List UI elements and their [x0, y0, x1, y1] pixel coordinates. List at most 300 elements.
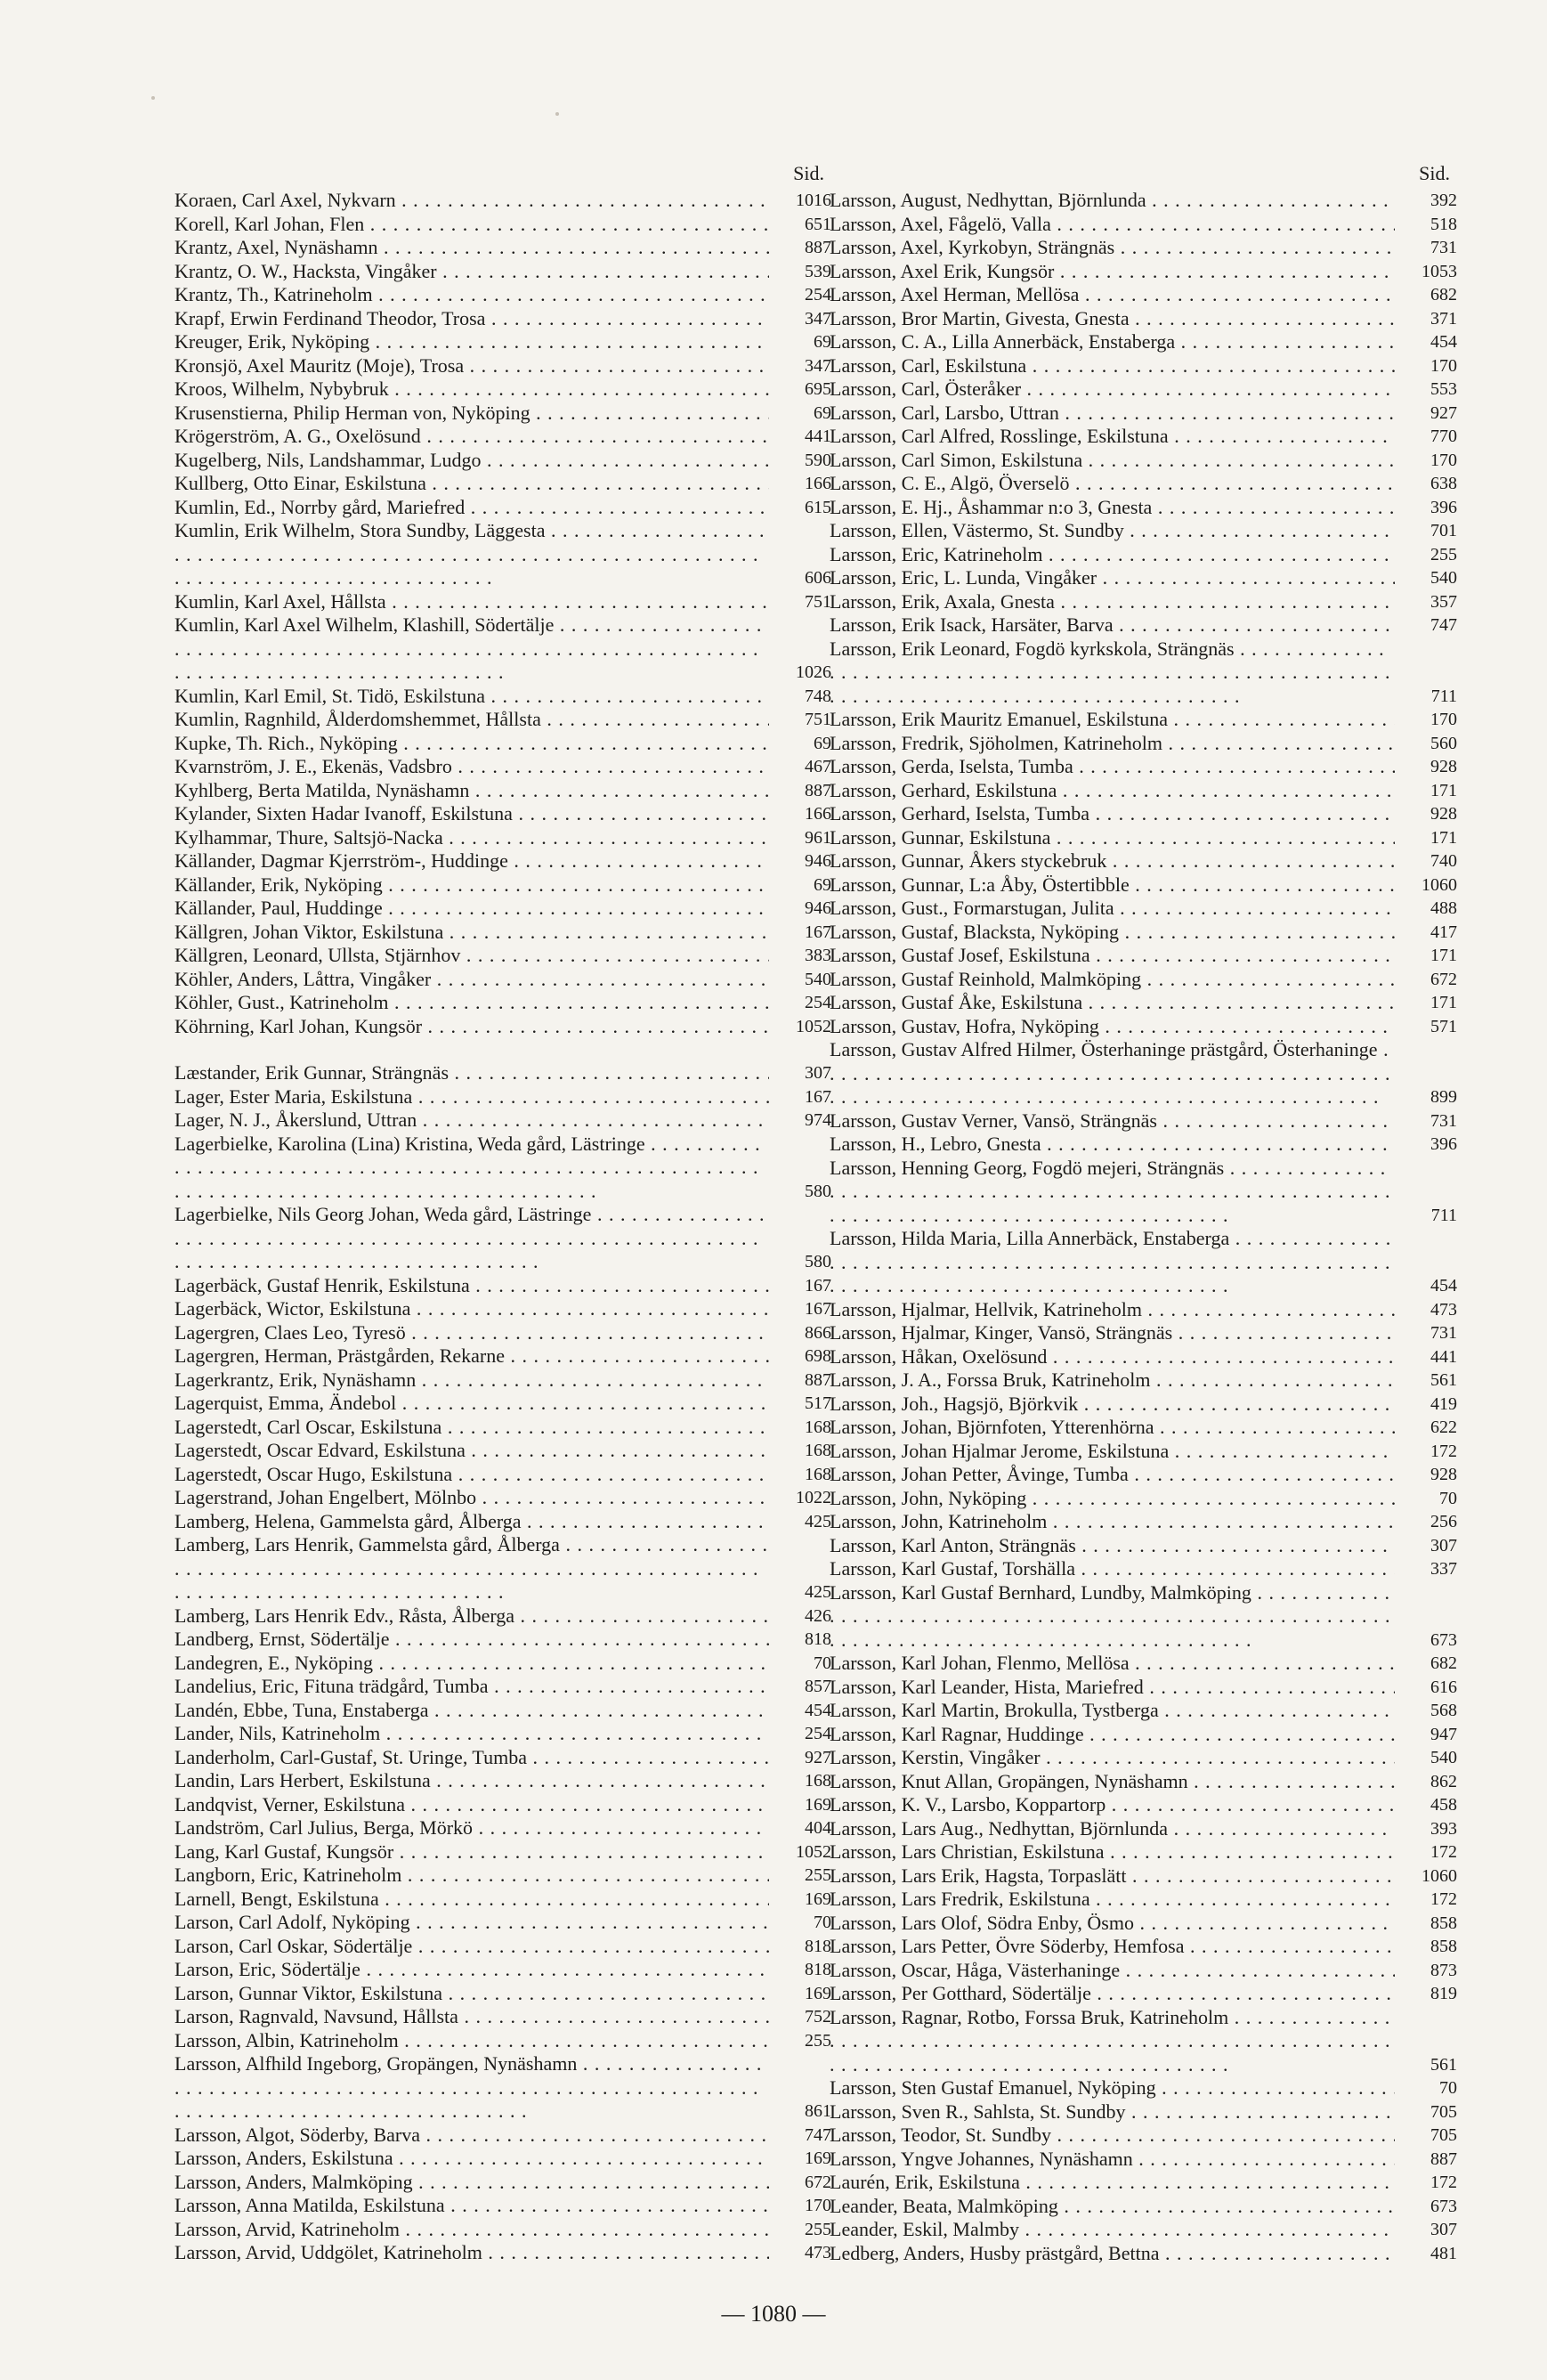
index-entry	[174, 802, 831, 826]
index-entry	[830, 1746, 1457, 1770]
index-entry	[174, 873, 831, 898]
entry-page-number: 887	[805, 238, 831, 257]
index-entry	[174, 1982, 831, 2006]
entry-name: Larsson, Kerstin, Vingåker . . .	[830, 1746, 1395, 1770]
index-entry	[174, 826, 831, 850]
index-entry	[830, 1699, 1457, 1723]
entry-name: Larsson, Gustav Alfred Hilmer, Österhaninge prästgård, Österhaninge . . .	[830, 1038, 1395, 1109]
entry-page-number: 705	[1430, 2101, 1457, 2122]
index-entry	[174, 496, 831, 520]
index-entry	[174, 2052, 831, 2124]
entry-page-number: 873	[1430, 1960, 1457, 1980]
index-entry	[174, 1935, 831, 1959]
page-number-footer: — 1080 —	[721, 2301, 826, 2327]
entry-page-number: 169	[805, 2148, 831, 2168]
index-entry	[830, 2195, 1457, 2219]
index-entry	[174, 402, 831, 426]
index-entry	[830, 849, 1457, 873]
index-entry	[830, 1393, 1457, 1417]
index-entry	[830, 1369, 1457, 1393]
page-column-header: Sid.	[1419, 162, 1450, 184]
entry-name: Larsson, Bror Martin, Givesta, Gnesta . . .	[830, 307, 1395, 331]
index-entry	[830, 613, 1457, 638]
entry-name: Landén, Ebbe, Tuna, Enstaberga . . .	[174, 1699, 769, 1723]
index-entry	[830, 944, 1457, 968]
entry-name: Larsson, Lars Fredrik, Eskilstuna . . .	[830, 1888, 1395, 1912]
index-entry	[174, 1604, 831, 1629]
entry-name: Larson, Carl Adolf, Nyköping . . .	[174, 1911, 769, 1935]
entry-page-number: 673	[1430, 1629, 1457, 1650]
index-entry	[174, 613, 831, 685]
entry-page-number: 167	[805, 1086, 831, 1107]
entry-name: Larsson, Axel Erik, Kungsör . . .	[830, 260, 1395, 284]
entry-page-number: 539	[805, 261, 831, 281]
index-entry	[830, 1416, 1457, 1440]
index-entry	[174, 849, 831, 873]
entry-page-number: 172	[1430, 1842, 1457, 1862]
entry-page-number: 255	[805, 1865, 831, 1885]
entry-name: Krantz, O. W., Hacksta, Vingåker . . .	[174, 260, 769, 284]
entry-name: Köhler, Anders, Låttra, Vingåker . . .	[174, 968, 769, 992]
index-entry	[830, 2006, 1457, 2077]
index-entry	[830, 213, 1457, 237]
entry-name: Larsson, Carl, Österåker . . .	[830, 378, 1395, 402]
entry-page-number: 887	[805, 780, 831, 800]
entry-page-number: 254	[805, 993, 831, 1012]
index-entry	[830, 1227, 1457, 1298]
entry-name: Larson, Ragnvald, Navsund, Hållsta . . .	[174, 2005, 769, 2029]
entry-page-number: 682	[1430, 1653, 1457, 1673]
entry-page-number: 701	[1430, 521, 1457, 540]
index-entry	[830, 1982, 1457, 2006]
entry-page-number: 748	[805, 686, 831, 706]
entry-name: Larsson, Gunnar, Eskilstuna . . .	[830, 826, 1395, 850]
entry-name: Larsson, Karl Ragnar, Huddinge . . .	[830, 1723, 1395, 1747]
index-entry	[174, 519, 831, 590]
index-entry	[830, 2171, 1457, 2195]
index-entry	[174, 307, 831, 331]
index-entry	[830, 802, 1457, 826]
index-entry	[174, 378, 831, 402]
entry-page-number: 606	[805, 568, 831, 588]
entry-name: Larsson, Hjalmar, Hellvik, Katrineholm . . .	[830, 1298, 1395, 1322]
entry-page-number: 307	[1430, 1535, 1457, 1556]
entry-page-number: 170	[805, 2196, 831, 2215]
entry-list	[174, 189, 831, 2265]
index-entry	[830, 968, 1457, 992]
index-entry	[174, 1958, 831, 1982]
index-entry	[830, 496, 1457, 520]
index-entry	[174, 1085, 831, 1109]
index-entry	[174, 354, 831, 378]
entry-page-number: 69	[814, 332, 831, 352]
index-entry	[174, 1699, 831, 1723]
entry-page-number: 819	[1430, 1984, 1457, 2003]
entry-page-number: 711	[1430, 686, 1457, 706]
index-entry	[174, 2147, 831, 2171]
entry-page-number: 170	[1430, 450, 1457, 470]
index-entry	[174, 1793, 831, 1817]
entry-name: Larsson, Erik Mauritz Emanuel, Eskilstuna . . .	[830, 708, 1395, 732]
entry-name: Lager, Ester Maria, Eskilstuna . . .	[174, 1085, 769, 1109]
index-entry	[174, 472, 831, 496]
entry-page-number: 698	[805, 1346, 831, 1366]
entry-page-number: 818	[805, 1960, 831, 1979]
index-entry	[830, 2242, 1457, 2266]
index-entry	[830, 330, 1457, 354]
entry-page-number: 255	[1430, 544, 1457, 565]
index-entry	[174, 2029, 831, 2053]
entry-page-number: 166	[805, 474, 831, 493]
entry-page-number: 961	[805, 827, 831, 848]
entry-page-number: 171	[1430, 946, 1457, 965]
index-entry	[830, 1345, 1457, 1369]
index-entry	[830, 1723, 1457, 1747]
index-entry	[830, 378, 1457, 402]
entry-name: Larsson, Håkan, Oxelösund . . .	[830, 1345, 1395, 1369]
entry-name: Læstander, Erik Gunnar, Strängnäs . . .	[174, 1061, 769, 1085]
index-entry	[830, 755, 1457, 779]
entry-page-number: 887	[805, 1369, 831, 1390]
entry-page-number: 571	[1430, 1016, 1457, 1036]
entry-name: Larsson, Ragnar, Rotbo, Forssa Bruk, Katrineholm . . .	[830, 2006, 1395, 2077]
entry-name: Larsson, Eric, Katrineholm . . .	[830, 543, 1395, 567]
entry-page-number: 1053	[1421, 261, 1457, 281]
index-entry	[174, 2005, 831, 2029]
entry-page-number: 171	[1430, 780, 1457, 800]
entry-page-number: 861	[805, 2101, 831, 2121]
index-entry	[174, 921, 831, 945]
index-entry	[830, 2100, 1457, 2124]
entry-page-number: 731	[1430, 238, 1457, 257]
entry-page-number: 168	[805, 1771, 831, 1791]
entry-name: Lager, N. J., Åkerslund, Uttran . . .	[174, 1109, 769, 1133]
entry-name: Lagergren, Herman, Prästgården, Rekarne . . .	[174, 1344, 769, 1369]
index-entry	[174, 1652, 831, 1676]
entry-name: Larsson, Lars Erik, Hagsta, Torpaslätt . . .	[830, 1864, 1395, 1889]
entry-name: Larsson, Oscar, Håga, Västerhaninge . . .	[830, 1959, 1395, 1983]
entry-name: Larsson, C. E., Algö, Överselö . . .	[830, 472, 1395, 496]
entry-name: Larsson, Arvid, Uddgölet, Katrineholm . . .	[174, 2241, 769, 2265]
entry-name: Landerholm, Carl-Gustaf, St. Uringe, Tumba . . .	[174, 1746, 769, 1770]
entry-name: Larsson, Teodor, St. Sundby . . .	[830, 2124, 1395, 2148]
entry-page-number: 682	[1430, 285, 1457, 305]
index-entry	[830, 873, 1457, 898]
index-entry	[174, 1392, 831, 1416]
entry-page-number: 172	[1430, 1441, 1457, 1461]
index-entry	[174, 1015, 831, 1039]
index-entry	[174, 755, 831, 779]
index-entry	[174, 1533, 831, 1604]
entry-page-number: 616	[1430, 1677, 1457, 1697]
entry-name: Larsson, Hilda Maria, Lilla Annerbäck, Enstaberga . . .	[830, 1227, 1395, 1298]
entry-name: Larsson, Axel, Kyrkobyn, Strängnäs . . .	[830, 236, 1395, 260]
entry-page-number: 307	[1430, 2220, 1457, 2239]
entry-page-number: 454	[805, 1700, 831, 1720]
index-entry	[174, 1109, 831, 1133]
entry-page-number: 747	[1430, 615, 1457, 635]
entry-page-number: 1022	[796, 1488, 831, 1507]
index-entry	[830, 1770, 1457, 1794]
entry-page-number: 169	[805, 1794, 831, 1815]
entry-name: Larsson, Lars Christian, Eskilstuna . . .	[830, 1840, 1395, 1864]
entry-page-number: 672	[805, 2172, 831, 2192]
entry-name: Landegren, E., Nyköping . . .	[174, 1652, 769, 1676]
entry-name: Larsson, Gustaf Åke, Eskilstuna . . .	[830, 991, 1395, 1015]
entry-page-number: 425	[805, 1511, 831, 1531]
index-entry	[830, 1109, 1457, 1133]
entry-name: Larsson, Per Gotthard, Södertälje . . .	[830, 1982, 1395, 2006]
entry-name: Krantz, Th., Katrineholm . . .	[174, 283, 769, 307]
index-entry	[830, 2218, 1457, 2242]
index-entry	[830, 1676, 1457, 1700]
entry-name: Kvarnström, J. E., Ekenäs, Vadsbro . . .	[174, 755, 769, 779]
entry-name: Larsson, Gunnar, Åkers styckebruk . . .	[830, 849, 1395, 873]
entry-page-number: 256	[1430, 1512, 1457, 1531]
entry-page-number: 1016	[796, 191, 831, 210]
entry-page-number: 383	[805, 946, 831, 965]
entry-name: Larsson, Karl Anton, Strängnäs . . .	[830, 1534, 1395, 1558]
entry-page-number: 858	[1430, 1937, 1457, 1956]
entry-page-number: 441	[805, 426, 831, 446]
entry-name: Larsson, J. A., Forssa Bruk, Katrineholm . . .	[830, 1369, 1395, 1393]
entry-name: Landström, Carl Julius, Berga, Mörkö . . .	[174, 1816, 769, 1840]
index-entry	[830, 1557, 1457, 1581]
entry-page-number: 70	[814, 1913, 831, 1932]
index-entry	[174, 330, 831, 354]
index-entry	[174, 213, 831, 237]
entry-name: Larsson, Algot, Söderby, Barva . . .	[174, 2124, 769, 2148]
index-entry	[830, 1652, 1457, 1676]
entry-page-number: 467	[805, 757, 831, 776]
entry-name: Larsson, Gustaf Reinhold, Malmköping . . .	[830, 968, 1395, 992]
entry-page-number: 553	[1430, 379, 1457, 399]
index-entry	[174, 1840, 831, 1864]
entry-name: Larsson, Gerhard, Iselsta, Tumba . . .	[830, 802, 1395, 826]
index-entry	[174, 260, 831, 284]
entry-page-number: 458	[1430, 1795, 1457, 1815]
entry-page-number: 731	[1430, 1110, 1457, 1131]
entry-name: Kumlin, Erik Wilhelm, Stora Sundby, Läggesta . . .	[174, 519, 769, 590]
index-entry	[174, 1274, 831, 1298]
entry-page-number: 752	[805, 2007, 831, 2027]
entry-name: Kullberg, Otto Einar, Eskilstuna . . .	[174, 472, 769, 496]
entry-name: Korell, Karl Johan, Flen . . .	[174, 213, 769, 237]
entry-page-number: 747	[805, 2124, 831, 2145]
index-entry	[830, 1015, 1457, 1039]
index-entry	[174, 1816, 831, 1840]
entry-page-number: 393	[1430, 1818, 1457, 1839]
entry-page-number: 818	[805, 1936, 831, 1956]
entry-name: Larsson, Gerda, Iselsta, Tumba . . .	[830, 755, 1395, 779]
index-entry	[830, 1463, 1457, 1487]
entry-page-number: 337	[1430, 1559, 1457, 1579]
entry-page-number: 561	[1430, 1370, 1457, 1390]
entry-name: Kumlin, Ragnhild, Ålderdomshemmet, Hållsta . . .	[174, 708, 769, 732]
entry-page-number: 167	[805, 1299, 831, 1319]
entry-name: Kupke, Th. Rich., Nyköping . . .	[174, 732, 769, 756]
entry-name: Lang, Karl Gustaf, Kungsör . . .	[174, 1840, 769, 1864]
entry-name: Larsson, Sten Gustaf Emanuel, Nyköping . . .	[830, 2076, 1395, 2100]
entry-name: Kumlin, Karl Axel Wilhelm, Klashill, Södertälje . . .	[174, 613, 769, 685]
entry-page-number: 1026	[796, 662, 831, 682]
index-entry	[830, 1038, 1457, 1109]
paper-speck	[555, 112, 559, 116]
entry-name: Larsson, Sven R., Sahlsta, St. Sundby . . .	[830, 2100, 1395, 2124]
index-entry	[174, 2218, 831, 2242]
index-entry	[174, 1864, 831, 1888]
entry-page-number: 167	[805, 922, 831, 942]
entry-page-number: 568	[1430, 1701, 1457, 1720]
entry-name: Kumlin, Ed., Norrby gård, Mariefred . . .	[174, 496, 769, 520]
index-entry	[174, 1911, 831, 1935]
entry-page-number: 946	[805, 898, 831, 918]
entry-name: Larson, Carl Oskar, Södertälje . . .	[174, 1935, 769, 1959]
index-entry	[830, 1840, 1457, 1864]
index-entry	[174, 1722, 831, 1746]
entry-page-number: 927	[805, 1747, 831, 1767]
entry-list	[830, 189, 1457, 2265]
index-entry	[830, 708, 1457, 732]
entry-name: Larsson, Hjalmar, Kinger, Vansö, Strängnäs . . .	[830, 1321, 1395, 1345]
entry-name: Lagerkrantz, Erik, Nynäshamn . . .	[174, 1369, 769, 1393]
index-entry	[830, 638, 1457, 709]
entry-page-number: 254	[805, 285, 831, 305]
entry-page-number: 590	[805, 450, 831, 470]
entry-name: Köhler, Gust., Katrineholm . . .	[174, 991, 769, 1015]
index-entry	[830, 566, 1457, 590]
entry-name: Lamberg, Lars Henrik, Gammelsta gård, Ålberga . . .	[174, 1533, 769, 1604]
entry-name: Källander, Dagmar Kjerrström-, Huddinge . . .	[174, 849, 769, 873]
index-entry	[830, 1935, 1457, 1959]
entry-page-number: 69	[814, 874, 831, 895]
entry-name: Larsson, Gustav Verner, Vansö, Strängnäs . . .	[830, 1109, 1395, 1133]
entry-name: Larsson, Karl Gustaf, Torshälla . . .	[830, 1557, 1395, 1581]
entry-name: Larson, Gunnar Viktor, Eskilstuna . . .	[174, 1982, 769, 2006]
entry-name: Larsson, Carl, Eskilstuna . . .	[830, 354, 1395, 378]
entry-page-number: 561	[1430, 2054, 1457, 2075]
index-entry	[830, 449, 1457, 473]
entry-page-number: 441	[1430, 1346, 1457, 1367]
entry-page-number: 255	[805, 2030, 831, 2051]
entry-page-number: 928	[1430, 757, 1457, 776]
entry-name: Larson, Eric, Södertälje . . .	[174, 1958, 769, 1982]
entry-page-number: 946	[805, 851, 831, 871]
entry-name: Källander, Erik, Nyköping . . .	[174, 873, 769, 898]
entry-page-number: 473	[1430, 1299, 1457, 1320]
entry-name: Krapf, Erwin Ferdinand Theodor, Trosa . . .	[174, 307, 769, 331]
paper-speck	[151, 96, 155, 100]
entry-page-number: 705	[1430, 2125, 1457, 2145]
index-entry	[174, 1675, 831, 1699]
entry-name: Leander, Beata, Malmköping . . .	[830, 2195, 1395, 2219]
entry-page-number: 170	[1430, 355, 1457, 376]
entry-page-number: 454	[1430, 332, 1457, 352]
entry-name: Larsson, Fredrik, Sjöholmen, Katrineholm . . .	[830, 732, 1395, 756]
index-entry	[174, 991, 831, 1015]
entry-page-number: 307	[805, 1063, 831, 1083]
entry-page-number: 69	[814, 402, 831, 423]
entry-name: Larsson, Arvid, Katrineholm . . .	[174, 2218, 769, 2242]
index-entry	[830, 921, 1457, 945]
entry-page-number: 928	[1430, 804, 1457, 824]
entry-page-number: 540	[1430, 568, 1457, 588]
index-entry	[830, 1133, 1457, 1157]
index-entry	[830, 1817, 1457, 1841]
entry-name: Lagergren, Claes Leo, Tyresö . . .	[174, 1321, 769, 1345]
entry-page-number: 473	[805, 2243, 831, 2262]
entry-page-number: 169	[805, 1889, 831, 1909]
index-entry	[174, 685, 831, 709]
entry-page-number: 170	[1430, 710, 1457, 729]
index-entry	[830, 2148, 1457, 2172]
entry-name: Landin, Lars Herbert, Eskilstuna . . .	[174, 1769, 769, 1793]
entry-name: Lander, Nils, Katrineholm . . .	[174, 1722, 769, 1746]
entry-name: Lamberg, Lars Henrik Edv., Råsta, Ålberga . . .	[174, 1604, 769, 1629]
entry-name: Krögerström, A. G., Oxelösund . . .	[174, 425, 769, 449]
entry-name: Kroos, Wilhelm, Nybybruk . . .	[174, 378, 769, 402]
index-entry	[174, 1888, 831, 1912]
entry-page-number: 347	[805, 308, 831, 329]
entry-page-number: 70	[1439, 2078, 1457, 2098]
entry-name: Källgren, Leonard, Ullsta, Stjärnhov . . .	[174, 944, 769, 968]
index-entry	[830, 2124, 1457, 2148]
entry-page-number: 818	[805, 1629, 831, 1649]
index-entry	[830, 826, 1457, 850]
entry-name: Larsson, Eric, L. Lunda, Vingåker . . .	[830, 566, 1395, 590]
index-entry	[174, 708, 831, 732]
index-entry	[830, 425, 1457, 449]
entry-page-number: 615	[805, 497, 831, 517]
index-entry	[174, 1416, 831, 1440]
entry-page-number: 396	[1430, 497, 1457, 517]
entry-page-number: 866	[805, 1322, 831, 1343]
entry-page-number: 1060	[1421, 874, 1457, 895]
entry-page-number: 517	[805, 1393, 831, 1413]
entry-page-number: 70	[1439, 1488, 1457, 1508]
index-entry	[830, 519, 1457, 543]
index-entry	[830, 1534, 1457, 1558]
entry-page-number: 454	[1430, 1276, 1457, 1296]
entry-page-number: 419	[1430, 1393, 1457, 1414]
entry-name: Larsson, Lars Olof, Södra Enby, Ösmo . . .	[830, 1912, 1395, 1936]
entry-page-number: 1052	[796, 1016, 831, 1036]
index-entry	[174, 2171, 831, 2195]
entry-name: Larsson, Gust., Formarstugan, Julita . . .	[830, 897, 1395, 921]
index-entry	[830, 236, 1457, 260]
index-entry	[830, 1157, 1457, 1228]
entry-name: Kumlin, Karl Emil, St. Tidö, Eskilstuna . . .	[174, 685, 769, 709]
index-entry	[830, 472, 1457, 496]
entry-name: Kumlin, Karl Axel, Hållsta . . .	[174, 590, 769, 614]
entry-name: Krantz, Axel, Nynäshamn . . .	[174, 236, 769, 260]
entry-name: Källander, Paul, Huddinge . . .	[174, 897, 769, 921]
entry-name: Larsson, Gunnar, L:a Åby, Östertibble . . .	[830, 873, 1395, 898]
entry-page-number: 169	[805, 1983, 831, 2003]
entry-page-number: 172	[1430, 1889, 1457, 1909]
index-entry	[174, 1369, 831, 1393]
entry-page-number: 168	[805, 1464, 831, 1484]
entry-page-number: 770	[1430, 426, 1457, 446]
entry-name: Larsson, Karl Johan, Flenmo, Mellösa . . .	[830, 1652, 1395, 1676]
entry-name: Larsson, Johan Hjalmar Jerome, Eskilstuna . . .	[830, 1440, 1395, 1464]
entry-name: Larsson, Carl, Larsbo, Uttran . . .	[830, 402, 1395, 426]
entry-name: Larsson, K. V., Larsbo, Koppartorp . . .	[830, 1793, 1395, 1817]
index-entry	[830, 307, 1457, 331]
index-entry	[830, 402, 1457, 426]
entry-page-number: 899	[1430, 1087, 1457, 1107]
index-entry	[174, 2241, 831, 2265]
